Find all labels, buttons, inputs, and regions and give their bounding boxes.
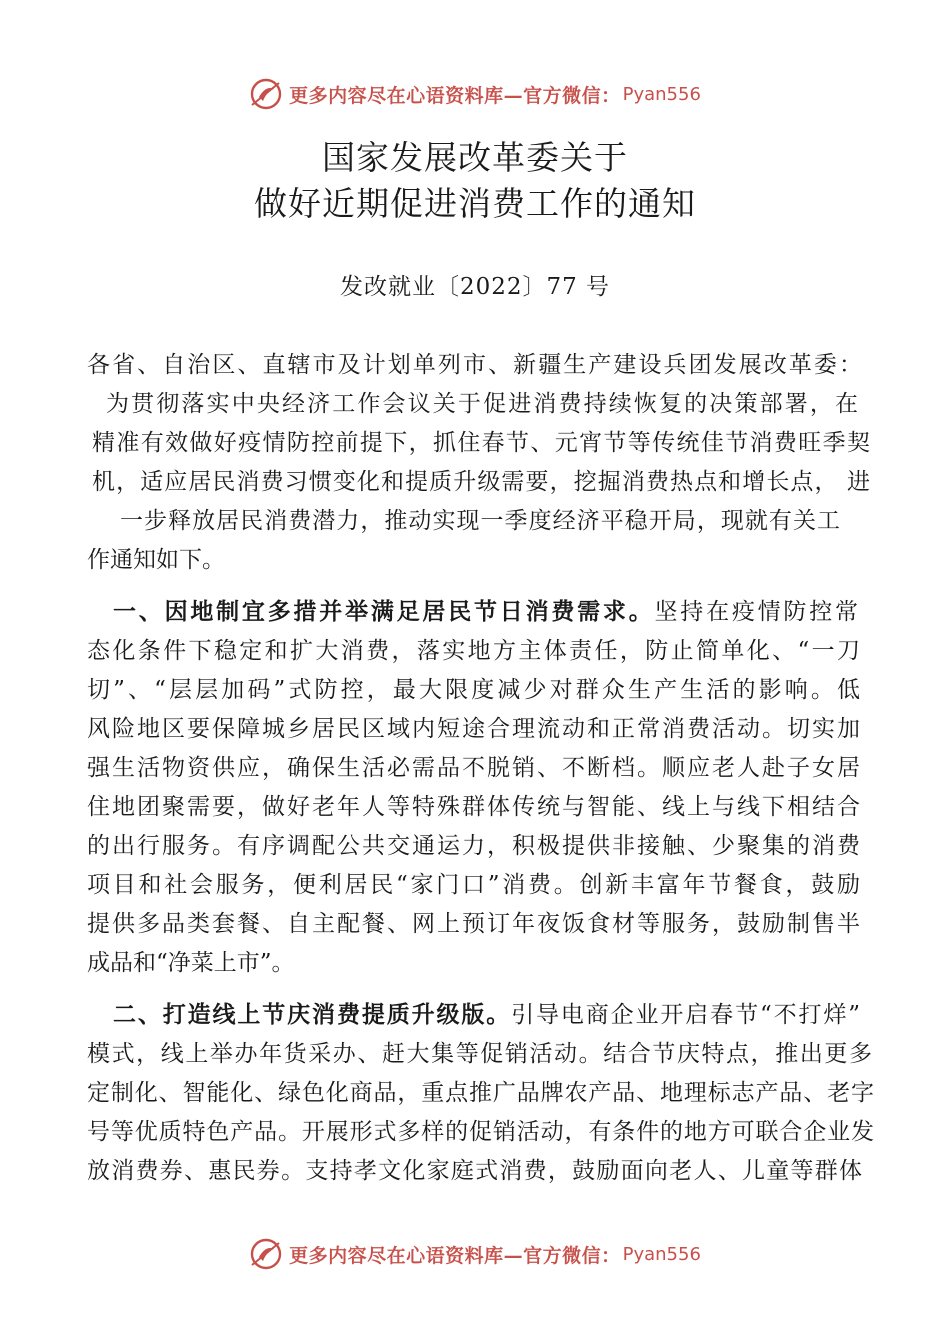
watermark-contact: Pyan556 <box>622 1243 701 1265</box>
section-1-first-line <box>113 597 858 627</box>
section-1-line: 强生活物资供应，确保生活必需品不脱销、不断档。顺应老人赴子女居 <box>87 755 860 781</box>
section-2-line: 放消费券、惠民券。支持孝文化家庭式消费，鼓励面向老人、儿童等群体 <box>87 1158 862 1184</box>
document-number: 发改就业〔2022〕77 号 <box>339 274 611 300</box>
intro-line: 机，适应居民消费习惯变化和提质升级需要，挖掘消费热点和增长点， 进 <box>92 469 870 495</box>
section-1-line: 风险地区要保障城乡居民区域内短途合理流动和正常消费活动。切实加 <box>87 716 860 742</box>
section-1-text: 坚持在疫情防控常 <box>654 599 859 625</box>
watermark-top <box>0 74 950 114</box>
section-1-line: 提供多品类套餐、自主配餐、网上预订年夜饭食材等服务，鼓励制售半 <box>87 911 860 937</box>
intro-line: 精准有效做好疫情防控前提下，抓住春节、元宵节等传统佳节消费旺季契 <box>92 430 870 456</box>
section-1-heading: 一、因地制宜多措并举满足居民节日消费需求。 <box>113 599 655 625</box>
intro-line: 作通知如下。 <box>87 547 225 573</box>
section-2-text: 引导电商企业开启春节“不打烊” <box>511 1002 860 1028</box>
section-1-line: 切”、“层层加码”式防控，最大限度减少对群众生产生活的影响。低 <box>87 677 860 703</box>
watermark-text: 更多内容尽在心语资料库—官方微信： <box>289 84 621 107</box>
document-title-line-2: 做好近期促进消费工作的通知 <box>254 184 696 223</box>
watermark-text: 更多内容尽在心语资料库—官方微信： <box>289 1244 621 1267</box>
watermark-bottom <box>0 1234 950 1274</box>
section-1-line: 成品和“净菜上市”。 <box>87 950 295 976</box>
section-2-first-line <box>113 1000 860 1030</box>
section-2-line: 号等优质特色产品。开展形式多样的促销活动，有条件的地方可联合企业发 <box>87 1119 874 1145</box>
intro-line: 为贯彻落实中央经济工作会议关于促进消费持续恢复的决策部署，在 <box>106 391 858 417</box>
watermark-contact: Pyan556 <box>622 83 701 105</box>
intro-line: 一步释放居民消费潜力，推动实现一季度经济平稳开局，现就有关工 <box>120 508 840 534</box>
section-1-line: 的出行服务。有序调配公共交通运力，积极提供非接触、少聚集的消费 <box>87 833 860 859</box>
section-1-line: 项目和社会服务，便利居民“家门口”消费。创新丰富年节餐食，鼓励 <box>87 872 860 898</box>
logo-icon <box>249 77 283 111</box>
section-1-line: 态化条件下稳定和扩大消费，落实地方主体责任，防止简单化、“一刀 <box>87 638 860 664</box>
section-2-line: 定制化、智能化、绿色化商品，重点推广品牌农产品、地理标志产品、老字 <box>87 1080 874 1106</box>
document-title-line-1: 国家发展改革委关于 <box>322 138 628 177</box>
section-2-line: 模式，线上举办年货采办、赶大集等促销活动。结合节庆特点，推出更多 <box>87 1041 872 1067</box>
logo-icon <box>249 1237 283 1271</box>
section-1-line: 住地团聚需要，做好老年人等特殊群体传统与智能、线上与线下相结合 <box>87 794 860 820</box>
salutation: 各省、自治区、直辖市及计划单列市、新疆生产建设兵团发展改革委： <box>87 352 862 378</box>
section-2-heading: 二、打造线上节庆消费提质升级版。 <box>113 1002 512 1028</box>
